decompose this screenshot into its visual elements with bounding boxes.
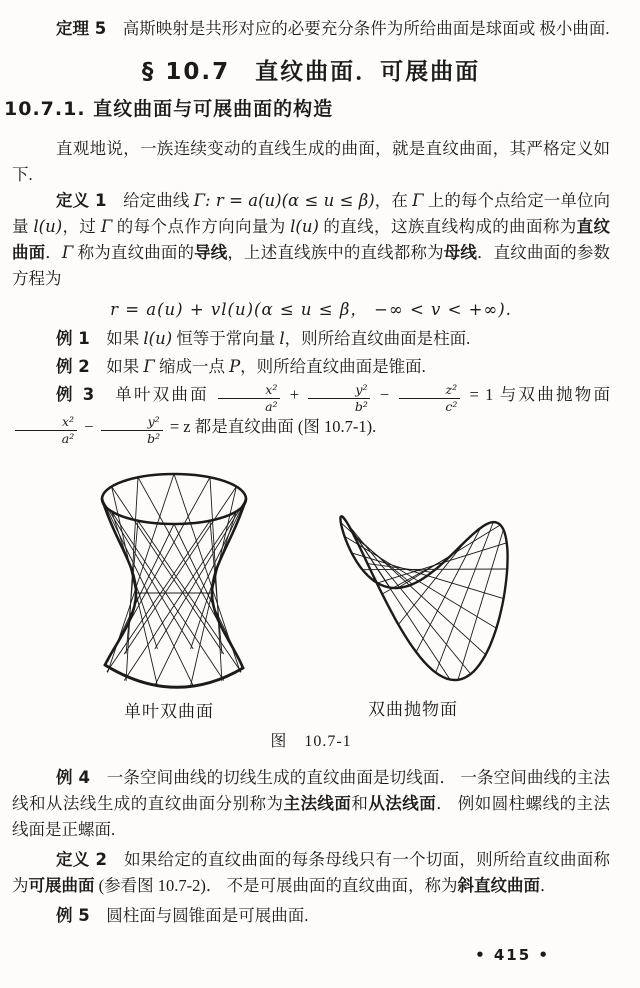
text-segment: 和 xyxy=(351,793,369,813)
text-segment: ，过 xyxy=(62,217,101,236)
math-fraction: $\frac{\text{z²}}{\text{c²}}$ xyxy=(399,383,461,415)
text-segment: 如果 xyxy=(89,357,144,376)
text-segment: 直观地说，一族连续变动的直线生成的曲面，就是直纹曲面，其严格定义如下. xyxy=(12,139,610,184)
text-segment: l(u) xyxy=(143,329,173,348)
text-segment: Γ: r = a(u)(α ≤ u ≤ β) xyxy=(193,191,375,210)
text-segment: ，则所给直纹曲面是柱面. xyxy=(284,329,471,348)
section-title: § 10.7 直纹曲面．可展曲面 xyxy=(141,59,481,85)
math-fraction: $\frac{\text{x²}}{\text{a²}}$ xyxy=(218,383,280,415)
text-segment: 例 4 xyxy=(56,767,90,787)
text-segment: 给定曲线 xyxy=(106,191,194,210)
paragraph-example-3 xyxy=(12,382,610,447)
text-segment: Γ xyxy=(100,217,113,236)
paragraph-theorem-5 xyxy=(12,16,610,42)
figure-stroke xyxy=(341,516,470,674)
text-segment: 定义 2 xyxy=(56,849,108,869)
text-segment: ，则所给直纹曲面是锥面. xyxy=(240,357,426,376)
text-segment: ，上述直线族中的直线都称为 xyxy=(227,243,444,262)
text-segment: = 1 与双曲抛物面 xyxy=(463,385,610,404)
text-segment: l(u) xyxy=(290,217,319,236)
text-segment: 例 2 xyxy=(56,357,90,376)
text-segment: 例 3 xyxy=(56,385,95,404)
hyperboloid-of-one-sheet-figure xyxy=(98,461,250,695)
figure-10-7-1 xyxy=(12,461,610,699)
paragraph-intro xyxy=(12,136,610,188)
text-segment: 斜直纹曲面 xyxy=(457,875,540,895)
text-segment: P xyxy=(229,357,241,376)
text-segment: + xyxy=(283,385,306,404)
text-segment: − xyxy=(373,385,396,404)
text-segment: (参看图 10.7-2)． 不是可展曲面的直纹曲面，称为 xyxy=(94,875,458,895)
text-segment: 的每个点作方向向量为 xyxy=(112,217,291,236)
figure-label-hyperboloid: 单叶双曲面 xyxy=(124,701,214,721)
text-segment: 定理 5 xyxy=(56,19,107,38)
text-segment: 导线 xyxy=(194,243,228,262)
text-segment: 定义 1 xyxy=(56,191,107,210)
math-fraction: $\frac{\text{x²}}{\text{a²}}$ xyxy=(15,415,77,447)
text-segment: 称为直纹曲面的 xyxy=(73,243,195,262)
paragraph-example-2 xyxy=(12,354,610,380)
equation-ruled-surface-parametric: r = a(u) + vl(u)(α ≤ u ≤ β， −∞ < v < +∞). xyxy=(110,300,512,319)
text-segment: 例 1 xyxy=(56,329,90,348)
text-segment: Γ xyxy=(143,357,155,376)
text-segment: 高斯映射是共形对应的必要充分条件为所给曲面是球面或 极小曲面. xyxy=(106,19,610,38)
subsection-title: 10.7.1. 直纹曲面与可展曲面的构造 xyxy=(4,98,334,120)
text-segment: − xyxy=(80,417,98,437)
text-segment: 的直线，这族直线构成的曲面称为 xyxy=(318,217,577,236)
text-segment: l(u) xyxy=(33,217,63,236)
figure-caption: 图 10.7-1 xyxy=(270,732,352,750)
text-segment: 单叶双曲面 xyxy=(94,385,216,404)
text-segment: 可展曲面 xyxy=(28,875,95,895)
text-segment: 主法线面 xyxy=(283,793,352,813)
figure-stroke xyxy=(210,477,222,680)
text-segment: 缩成一点 xyxy=(154,357,230,376)
text-segment: l xyxy=(279,329,285,348)
figure-stroke xyxy=(102,499,136,665)
math-fraction: $\frac{\text{y²}}{\text{b²}}$ xyxy=(308,383,370,415)
text-segment: 直纹曲面 xyxy=(12,217,611,262)
paragraph-example-4 xyxy=(12,765,610,843)
paragraph-definition-2 xyxy=(12,847,610,899)
figure-labels xyxy=(12,699,610,725)
text-segment: 如果给定的直纹曲面的每条母线只有一个切面，则所给直纹曲面称为 xyxy=(12,849,610,895)
text-segment: Γ xyxy=(412,191,424,210)
figure-stroke xyxy=(345,536,497,628)
text-segment: 从法线面 xyxy=(368,793,437,813)
figure-stroke xyxy=(126,477,138,680)
text-segment: 圆柱面与圆锥面是可展曲面. xyxy=(89,905,309,925)
text-segment: ． xyxy=(45,243,62,262)
text-segment: 如果 xyxy=(89,329,144,348)
text-segment: 恒等于常向量 xyxy=(172,329,280,348)
math-fraction: $\frac{\text{y²}}{\text{b²}}$ xyxy=(101,415,163,447)
figure-stroke xyxy=(398,541,465,625)
text-segment: 一条空间曲线的切线生成的直纹曲面是切线面． 一条空间曲线的主法线和从法线生成的直纹曲面分别称为 xyxy=(12,767,610,813)
figure-stroke xyxy=(105,665,243,687)
text-segment: ，在 xyxy=(374,191,413,210)
paragraph-definition-1 xyxy=(12,188,610,292)
figure-stroke xyxy=(102,474,246,524)
text-segment: = z 都是直纹曲面 (图 10.7-1). xyxy=(165,417,377,437)
paragraph-example-5 xyxy=(12,903,610,929)
text-segment: ． xyxy=(539,875,557,895)
hyperbolic-paraboloid-figure xyxy=(326,467,526,695)
figure-label-paraboloid: 双曲抛物面 xyxy=(368,699,458,719)
figure-stroke xyxy=(212,499,246,668)
figure-stroke xyxy=(458,529,503,679)
examples-block xyxy=(12,326,610,447)
text-segment: 例 5 xyxy=(56,905,90,925)
text-segment: Γ xyxy=(61,243,74,262)
text-segment: 母线 xyxy=(443,243,478,262)
figure-stroke xyxy=(102,499,193,685)
text-segment: 上的每个点给定一单位向量 xyxy=(12,191,611,236)
text-segment: ．直纹曲面的参数方程为 xyxy=(12,243,610,288)
text-segment: ． 例如圆柱螺线的主法线面是正螺面. xyxy=(12,793,611,839)
paragraph-example-1 xyxy=(12,326,610,352)
page-number: • 415 • xyxy=(475,946,550,964)
figure-stroke xyxy=(155,499,246,685)
